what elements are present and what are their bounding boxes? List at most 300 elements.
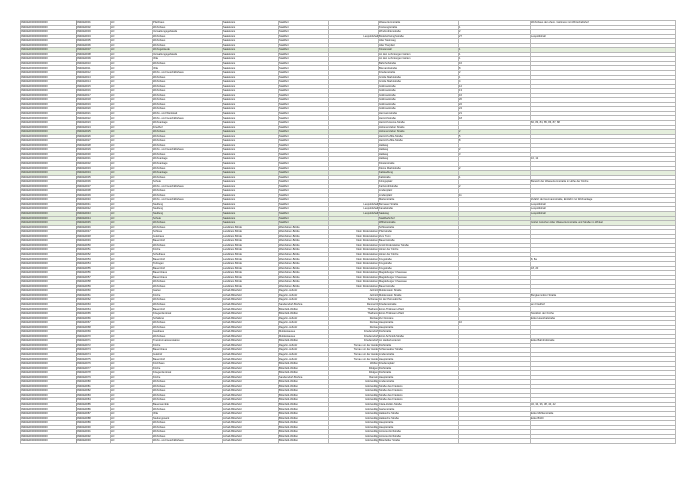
cell-id: 094DE0000000000000	[21, 243, 77, 248]
cell-kreis: Saalekreis	[223, 198, 279, 203]
cell-kreis: Saalekreis	[223, 57, 279, 62]
cell-objekt: Wohnanlage	[153, 161, 223, 166]
cell-ortsteil: Klein Rodensleben	[329, 248, 379, 253]
cell-nr: 094DE0006	[77, 43, 111, 48]
cell-strasse: Windmühlenstraße	[379, 30, 459, 35]
cell-id: 094DE0000000000000	[21, 257, 77, 262]
cell-typ: LD	[111, 93, 153, 98]
cell-ortsteil: Friedersdorf	[329, 330, 379, 335]
cell-typ: LD	[111, 198, 153, 203]
cell-gemeinde: Wanzleben-Börde	[279, 266, 329, 271]
cell-strasse: Straße des Friedens	[379, 393, 459, 398]
cell-gemeinde: Sandersdorf-Brehna	[279, 302, 329, 307]
cell-nr: 094DE0011	[77, 66, 111, 71]
cell-kreis: Saalekreis	[223, 25, 279, 30]
cell-bemerkung: Nordöstl. der Kirche	[531, 312, 676, 317]
cell-objekt: Wohnhaus	[153, 384, 223, 389]
cell-bemerkung: Ecke Heusthalstraße	[531, 316, 676, 321]
cell-typ: LD	[111, 298, 153, 303]
cell-nr: 094DE0061	[77, 293, 111, 298]
cell-nr: 094DE0060	[77, 289, 111, 294]
cell-id: 094DE0000000000000	[21, 348, 77, 353]
cell-strasse: Bahnhofstraße	[379, 61, 459, 66]
cell-ortsteil: Holzweißig	[329, 425, 379, 430]
cell-nr: 094DE0001	[77, 21, 111, 26]
cell-gemeinde: Stadtfurt	[279, 143, 329, 148]
cell-nr: 094DE0078	[77, 371, 111, 376]
cell-id: 094DE0000000000000	[21, 221, 77, 226]
cell-typ: LD	[111, 398, 153, 403]
cell-ortsteil: Ramsin	[329, 375, 379, 380]
cell-kreis: Saalekreis	[223, 71, 279, 76]
cell-id: 094DE0000000000000	[21, 389, 77, 394]
cell-nr: 094DE0018	[77, 98, 111, 103]
cell-typ: LD	[111, 111, 153, 116]
cell-gemeinde: Stadtfurt	[279, 134, 329, 139]
cell-hausnr	[459, 439, 531, 444]
cell-objekt: Wohnhaus	[153, 61, 223, 66]
cell-id: 094DE0000000000000	[21, 366, 77, 371]
cell-kreis: Saalekreis	[223, 107, 279, 112]
cell-typ: LD	[111, 75, 153, 80]
cell-ortsteil: Tornau vor der Heide	[329, 343, 379, 348]
cell-objekt: Wohnhaus	[153, 434, 223, 439]
cell-strasse: Heinrich-Zille-Straße	[379, 134, 459, 139]
cell-objekt: Schloss	[153, 230, 223, 235]
cell-id: 094DE0000000000000	[21, 184, 77, 189]
cell-hausnr: 22	[459, 102, 531, 107]
cell-strasse: Kanalstraße	[379, 207, 459, 212]
cell-gemeinde: Raguhn-Jeßnitz	[279, 325, 329, 330]
cell-strasse: Hallweg	[379, 152, 459, 157]
cell-id: 094DE0000000000000	[21, 293, 77, 298]
cell-gemeinde: Stadtfurt	[279, 93, 329, 98]
cell-typ: LD	[111, 116, 153, 121]
cell-kreis: Saalekreis	[223, 139, 279, 144]
cell-objekt: Wohnhaus	[153, 134, 223, 139]
cell-objekt: Villa	[153, 66, 223, 71]
cell-id: 094DE0000000000000	[21, 166, 77, 171]
cell-kreis: Landkreis Börde	[223, 234, 279, 239]
cell-typ: LD	[111, 211, 153, 216]
cell-gemeinde: Raguhn-Jeßnitz	[279, 298, 329, 303]
cell-objekt: Schule	[153, 180, 223, 185]
cell-gemeinde: Wanzleben-Börde	[279, 284, 329, 289]
cell-id: 094DE0000000000000	[21, 289, 77, 294]
cell-id: 094DE0000000000000	[21, 275, 77, 280]
cell-strasse: Dorfstraße	[379, 330, 459, 335]
cell-strasse: Große Marktstraße	[379, 75, 459, 80]
cell-gemeinde: Bitterfeld-Wolfen	[279, 407, 329, 412]
cell-nr: 094DE0092	[77, 434, 111, 439]
cell-strasse: Kalistraße	[379, 175, 459, 180]
cell-typ: LD	[111, 171, 153, 176]
cell-kreis: Saalekreis	[223, 202, 279, 207]
cell-bemerkung: Zufahrt der Hermannstraße, Einfahrt zur Wohnanlage	[531, 198, 676, 203]
cell-hausnr: 12	[459, 84, 531, 89]
cell-kreis: Landkreis Börde	[223, 261, 279, 266]
cell-ortsteil: Holzweißig	[329, 412, 379, 417]
cell-objekt: Bauernhof	[153, 257, 223, 262]
cell-nr: 094DE0002	[77, 25, 111, 30]
cell-objekt: Schäferei	[153, 316, 223, 321]
cell-ortsteil: Holzweißig	[329, 389, 379, 394]
cell-objekt: Wohnanlage	[153, 157, 223, 162]
cell-nr: 094DE0004	[77, 34, 111, 39]
cell-objekt: Wohn- und Geschäftshaus	[153, 184, 223, 189]
cell-kreis: Anhalt-Bitterfeld	[223, 348, 279, 353]
cell-kreis: Saalekreis	[223, 166, 279, 171]
cell-objekt: Gutshof	[153, 352, 223, 357]
cell-kreis: Anhalt-Bitterfeld	[223, 339, 279, 344]
cell-kreis: Saalekreis	[223, 125, 279, 130]
cell-strasse: Hallweg	[379, 143, 459, 148]
cell-id: 094DE0000000000000	[21, 134, 77, 139]
cell-objekt: Wohnanlage	[153, 121, 223, 126]
cell-typ: LD	[111, 275, 153, 280]
cell-nr: 094DE0087	[77, 412, 111, 417]
cell-objekt: Wohnhaus	[153, 280, 223, 285]
cell-objekt: Wohnhaus	[153, 380, 223, 385]
cell-id: 094DE0000000000000	[21, 402, 77, 407]
cell-typ: LD	[111, 289, 153, 294]
cell-strasse: Hauptstraße	[379, 421, 459, 426]
cell-ortsteil: Rödgen	[329, 366, 379, 371]
cell-ortsteil: Tornau vor der Heide	[329, 352, 379, 357]
cell-ortsteil: Klein Rodensleben	[329, 243, 379, 248]
cell-typ: LD	[111, 234, 153, 239]
cell-typ: LD	[111, 371, 153, 376]
cell-gemeinde: Muldestausee	[279, 330, 329, 335]
cell-objekt: Kirche	[153, 293, 223, 298]
cell-typ: LD	[111, 339, 153, 344]
cell-typ: LD	[111, 98, 153, 103]
cell-objekt: Bauernhof	[153, 239, 223, 244]
cell-nr: 094DE0033	[77, 166, 111, 171]
cell-kreis: Landkreis Börde	[223, 225, 279, 230]
cell-strasse: Wasserturmstraße	[379, 21, 459, 26]
cell-objekt: Wohnhaus	[153, 39, 223, 44]
cell-objekt: Wohnhaus	[153, 93, 223, 98]
cell-strasse: Hallesche Straße	[379, 416, 459, 421]
cell-gemeinde: Stadtfurt	[279, 89, 329, 94]
cell-strasse: Alter Steinweg	[379, 39, 459, 44]
cell-id: 094DE0000000000000	[21, 143, 77, 148]
cell-kreis: Anhalt-Bitterfeld	[223, 384, 279, 389]
cell-strasse: Hermannstraße	[379, 111, 459, 116]
cell-ortsteil: Klein Rodensleben	[329, 275, 379, 280]
cell-ortsteil: Klein Rodensleben	[329, 261, 379, 266]
cell-gemeinde: Stadtfurt	[279, 34, 329, 39]
cell-ortsteil: Holzweißig	[329, 421, 379, 426]
cell-objekt: Kriegerdenkmal	[153, 371, 223, 376]
cell-typ: LD	[111, 307, 153, 312]
cell-nr: 094DE0029	[77, 148, 111, 153]
cell-objekt: Siedlung	[153, 211, 223, 216]
cell-nr: 094DE0022	[77, 116, 111, 121]
cell-nr: 094DE0049	[77, 239, 111, 244]
cell-typ: LD	[111, 375, 153, 380]
cell-ortsteil: Schierau	[329, 298, 379, 303]
cell-ortsteil: Jeßnitz	[329, 289, 379, 294]
cell-hausnr: 1	[459, 48, 531, 53]
cell-gemeinde: Bitterfeld-Wolfen	[279, 366, 329, 371]
cell-objekt: Kirchhaus	[153, 362, 223, 367]
cell-nr: 094DE0010	[77, 61, 111, 66]
cell-nr: 094DE0036	[77, 180, 111, 185]
cell-objekt: Wohnhaus	[153, 302, 223, 307]
cell-typ: LD	[111, 152, 153, 157]
cell-strasse: Antonie-Dorfstraße	[379, 430, 459, 435]
cell-strasse: Clara-Zetkin-Straße	[379, 402, 459, 407]
cell-objekt: Villa	[153, 57, 223, 62]
cell-objekt: Wohn- und Geschäftshaus	[153, 439, 223, 444]
cell-kreis: Anhalt-Bitterfeld	[223, 439, 279, 444]
cell-strasse: Hauptstraße	[379, 321, 459, 326]
cell-kreis: Anhalt-Bitterfeld	[223, 316, 279, 321]
cell-id: 094DE0000000000000	[21, 84, 77, 89]
cell-kreis: Saalekreis	[223, 161, 279, 166]
cell-nr: 094DE0085	[77, 402, 111, 407]
cell-nr: 094DE0015	[77, 84, 111, 89]
cell-id: 094DE0000000000000	[21, 66, 77, 71]
cell-typ: LD	[111, 193, 153, 198]
cell-gemeinde: Bitterfeld-Wolfen	[279, 421, 329, 426]
cell-strasse: Krugstraße	[379, 266, 459, 271]
cell-nr: 094DE0038	[77, 189, 111, 194]
cell-strasse: Pfarrstraße	[379, 230, 459, 235]
cell-gemeinde: Stadtfurt	[279, 21, 329, 26]
cell-nr: 094DE0023	[77, 121, 111, 126]
cell-kreis: Anhalt-Bitterfeld	[223, 375, 279, 380]
cell-hausnr: 16	[459, 93, 531, 98]
cell-strasse: Bernauer Straße	[379, 202, 459, 207]
cell-nr: 094DE0035	[77, 175, 111, 180]
cell-strasse: Zur Domäne	[379, 316, 459, 321]
cell-gemeinde: Stadtfurt	[279, 157, 329, 162]
cell-nr: 094DE0042	[77, 207, 111, 212]
cell-gemeinde: Wanzleben-Börde	[279, 225, 329, 230]
cell-gemeinde: Bitterfeld-Wolfen	[279, 384, 329, 389]
cell-id: 094DE0000000000000	[21, 416, 77, 421]
cell-objekt: Bauernhof	[153, 307, 223, 312]
cell-objekt: Verwaltungsgebäude	[153, 30, 223, 35]
cell-nr: 094DE0017	[77, 93, 111, 98]
cell-typ: LD	[111, 89, 153, 94]
cell-objekt: Kirche	[153, 375, 223, 380]
cell-typ: LD	[111, 352, 153, 357]
cell-objekt: Gasthaus	[153, 330, 223, 335]
cell-typ: LD	[111, 271, 153, 276]
cell-id: 094DE0000000000000	[21, 139, 77, 144]
cell-kreis: Saalekreis	[223, 84, 279, 89]
cell-bemerkung: 8, 8a	[531, 257, 676, 262]
cell-gemeinde: Stadtfurt	[279, 25, 329, 30]
cell-kreis: Saalekreis	[223, 75, 279, 80]
cell-strasse: Friedensplatz	[379, 362, 459, 367]
cell-nr: 094DE0067	[77, 321, 111, 326]
cell-objekt: Wohnhaus	[153, 84, 223, 89]
cell-ortsteil: Holzweißig	[329, 430, 379, 435]
cell-typ: LD	[111, 148, 153, 153]
cell-kreis: Saalekreis	[223, 30, 279, 35]
cell-id: 094DE0000000000000	[21, 211, 77, 216]
cell-typ: LD	[111, 189, 153, 194]
cell-nr: 094DE0083	[77, 393, 111, 398]
cell-strasse: Hallweg	[379, 148, 459, 153]
cell-typ: LD	[111, 39, 153, 44]
cell-hausnr: 1	[459, 57, 531, 62]
cell-id: 094DE0000000000000	[21, 61, 77, 66]
cell-gemeinde: Stadtfurt	[279, 184, 329, 189]
cell-nr: 094DE0075	[77, 357, 111, 362]
cell-objekt: Wohnhaus	[153, 43, 223, 48]
cell-id: 094DE0000000000000	[21, 375, 77, 380]
cell-ortsteil: Retzau	[329, 321, 379, 326]
cell-ortsteil: Klein Rodensleben	[329, 252, 379, 257]
cell-gemeinde: Stadtfurt	[279, 84, 329, 89]
cell-gemeinde: Bitterfeld-Wolfen	[279, 402, 329, 407]
cell-hausnr: 2	[459, 184, 531, 189]
cell-kreis: Anhalt-Bitterfeld	[223, 398, 279, 403]
cell-ortsteil: Rödgen	[329, 371, 379, 376]
cell-objekt: Wohnhaus	[153, 430, 223, 435]
cell-objekt: Wohngebäude	[153, 48, 223, 53]
cell-strasse: Gollnowstraße	[379, 107, 459, 112]
cell-hausnr: 1	[459, 298, 531, 303]
cell-objekt: Wohnhaus	[153, 321, 223, 326]
cell-gemeinde: Wanzleben-Börde	[279, 248, 329, 253]
cell-nr: 094DE0024	[77, 125, 111, 130]
cell-typ: LD	[111, 407, 153, 412]
cell-strasse: Magdeburger Chaussee	[379, 280, 459, 285]
cell-typ: LD	[111, 266, 153, 271]
cell-bemerkung: Gürtel zwischen Alter Wasserturmstraße und Straße im Winkel	[531, 221, 676, 226]
cell-typ: LD	[111, 25, 153, 30]
cell-nr: 094DE0082	[77, 389, 111, 394]
cell-nr: 094DE0021	[77, 111, 111, 116]
cell-nr: 094DE0026	[77, 134, 111, 139]
cell-strasse: Friedenstraße	[379, 71, 459, 76]
cell-id: 094DE0000000000000	[21, 34, 77, 39]
cell-hausnr: 8	[459, 66, 531, 71]
cell-typ: LD	[111, 421, 153, 426]
cell-id: 094DE0000000000000	[21, 43, 77, 48]
cell-kreis: Anhalt-Bitterfeld	[223, 412, 279, 417]
cell-ortsteil: Klein Rodensleben	[329, 257, 379, 262]
cell-gemeinde: Raguhn-Jeßnitz	[279, 316, 329, 321]
cell-nr: 094DE0091	[77, 430, 111, 435]
cell-ortsteil: Tornau vor der Heide	[329, 348, 379, 353]
cell-objekt: Siedlung	[153, 207, 223, 212]
cell-gemeinde: Stadtfurt	[279, 175, 329, 180]
cell-id: 094DE0000000000000	[21, 380, 77, 385]
cell-id: 094DE0000000000000	[21, 334, 77, 339]
cell-strasse: Bismarckstraße	[379, 66, 459, 71]
cell-hausnr: 1	[459, 307, 531, 312]
cell-hausnr: 1	[459, 52, 531, 57]
cell-nr: 094DE0040	[77, 198, 111, 203]
cell-objekt: Wohn- und Geschäftshaus	[153, 71, 223, 76]
cell-objekt: Wohnhaus	[153, 102, 223, 107]
cell-nr: 094DE0045	[77, 221, 111, 226]
cell-objekt: Wohnhaus	[153, 221, 223, 226]
cell-nr: 094DE0031	[77, 157, 111, 162]
cell-nr: 094DE0044	[77, 216, 111, 221]
cell-kreis: Anhalt-Bitterfeld	[223, 425, 279, 430]
data-table	[20, 20, 676, 444]
cell-strasse: Kleine Marktstraße	[379, 166, 459, 171]
cell-id: 094DE0000000000000	[21, 330, 77, 335]
cell-id: 094DE0000000000000	[21, 439, 77, 444]
cell-bemerkung: Leopoldshall	[531, 34, 676, 39]
cell-strasse: Bodelschwinghstraße	[379, 34, 459, 39]
cell-kreis: Saalekreis	[223, 121, 279, 126]
cell-ortsteil: Leopoldshall	[329, 202, 379, 207]
cell-hausnr: 21	[459, 111, 531, 116]
cell-objekt: Wohnhaus	[153, 421, 223, 426]
cell-ortsteil: Holzweißig	[329, 402, 379, 407]
cell-typ: LD	[111, 71, 153, 76]
cell-id: 094DE0000000000000	[21, 52, 77, 57]
cell-strasse: Kalisiedlung	[379, 171, 459, 176]
cell-id: 094DE0000000000000	[21, 75, 77, 80]
cell-strasse: Marienstraße	[379, 198, 459, 203]
cell-strasse: Hauptstraße	[379, 375, 459, 380]
cell-strasse: Gollnowstraße	[379, 102, 459, 107]
cell-gemeinde: Stadtfurt	[279, 189, 329, 194]
cell-gemeinde: Wanzleben-Börde	[279, 257, 329, 262]
cell-ortsteil: Holzweißig	[329, 407, 379, 412]
cell-id: 094DE0000000000000	[21, 398, 77, 403]
cell-id: 094DE0000000000000	[21, 89, 77, 94]
cell-typ: LD	[111, 257, 153, 262]
cell-gemeinde: Stadtfurt	[279, 139, 329, 144]
cell-kreis: Anhalt-Bitterfeld	[223, 416, 279, 421]
cell-gemeinde: Stadtfurt	[279, 121, 329, 126]
cell-strasse: Bauernstraße	[379, 284, 459, 289]
cell-nr: 094DE0072	[77, 343, 111, 348]
cell-nr: 094DE0052	[77, 252, 111, 257]
cell-kreis: Anhalt-Bitterfeld	[223, 325, 279, 330]
cell-strasse: Muldenstein Straße	[379, 293, 459, 298]
cell-typ: LD	[111, 343, 153, 348]
cell-nr: 094DE0057	[77, 275, 111, 280]
cell-gemeinde: Bitterfeld-Wolfen	[279, 412, 329, 417]
cell-kreis: Saalekreis	[223, 157, 279, 162]
cell-typ: LD	[111, 239, 153, 244]
cell-gemeinde: Raguhn-Jeßnitz	[279, 289, 329, 294]
cell-id: 094DE0000000000000	[21, 261, 77, 266]
cell-gemeinde: Muldestausee	[279, 334, 329, 339]
cell-typ: LD	[111, 134, 153, 139]
cell-id: 094DE0000000000000	[21, 107, 77, 112]
cell-gemeinde: Bitterfeld-Wolfen	[279, 339, 329, 344]
cell-strasse: Alter Tierpfad	[379, 43, 459, 48]
cell-strasse: Straße des Friedens	[379, 384, 459, 389]
cell-strasse: Hohenerxleber Straße	[379, 130, 459, 135]
cell-typ: LD	[111, 321, 153, 326]
cell-ortsteil: Klein Rodensleben	[329, 239, 379, 244]
cell-strasse: Heinrichstraße	[379, 116, 459, 121]
cell-typ: LD	[111, 225, 153, 230]
cell-kreis: Anhalt-Bitterfeld	[223, 343, 279, 348]
cell-nr: 094DE0056	[77, 271, 111, 276]
cell-nr: 094DE0088	[77, 416, 111, 421]
cell-strasse: Gollnowstraße	[379, 98, 459, 103]
cell-id: 094DE0000000000000	[21, 161, 77, 166]
cell-nr: 094DE0086	[77, 407, 111, 412]
